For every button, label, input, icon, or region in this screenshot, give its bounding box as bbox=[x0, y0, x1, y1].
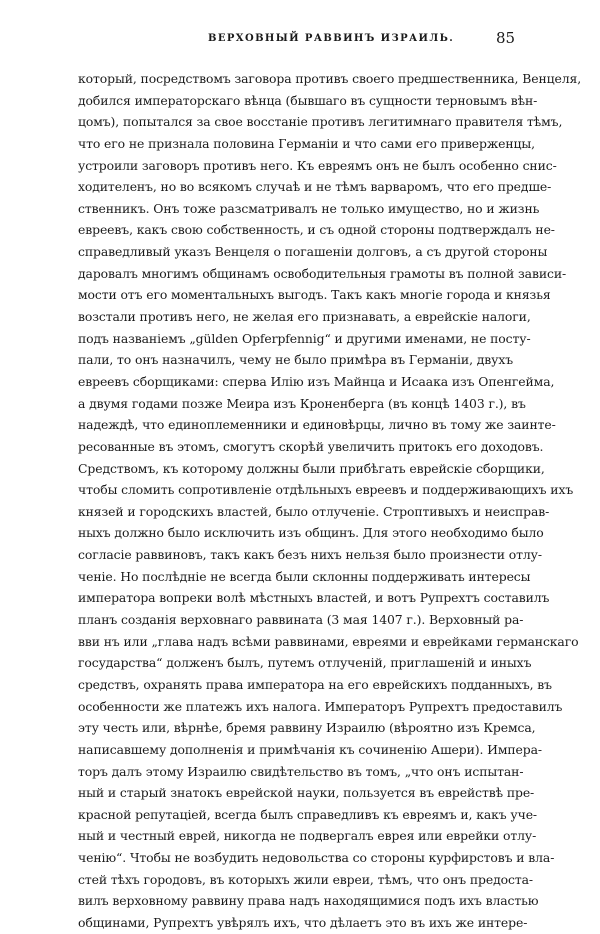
text-line: справедливый указъ Венцеля о погашеніи долговъ, а съ другой стороны bbox=[78, 244, 548, 260]
text-line: красной репутаціей, всегда былъ справедливъ къ евреямъ и, какъ уче- bbox=[78, 806, 538, 822]
running-head bbox=[0, 29, 600, 49]
text-line: устроили заговоръ противъ него. Къ евреямъ онъ не былъ особенно снис- bbox=[78, 157, 557, 173]
text-line: Средствомъ, къ которому должны были прибѣгать еврейскіе сборщики, bbox=[78, 460, 545, 476]
text-line: мости отъ его моментальныхъ выгодъ. Такъ какъ многіе города и князья bbox=[78, 287, 551, 303]
page-number: 85 bbox=[496, 29, 516, 47]
text-line: ходителенъ, но во всякомъ случаѣ и не тѣмъ варваромъ, что его предше- bbox=[78, 179, 552, 195]
text-line: надеждѣ, что единоплеменники и единовѣрцы, лично въ тому же заинте- bbox=[78, 417, 556, 433]
text-line: евреевъ, какъ свою собственность, и съ одной стороны подтверждалъ не- bbox=[78, 222, 555, 238]
text-line: ченію“. Чтобы не возбудить недовольства со стороны курфирстовъ и вла- bbox=[78, 850, 555, 866]
text-line: вви нъ или „глава надъ всѣми раввинами, евреями и еврейками германскаго bbox=[78, 633, 579, 649]
text-line: торъ далъ этому Израилю свидѣтельство въ томъ, „что онъ испытан- bbox=[78, 763, 524, 779]
text-line: планъ созданія верховнаго раввината (3 мая 1407 г.). Верховный ра- bbox=[78, 612, 524, 628]
text-line: что его не признала половина Германіи и что сами его приверженцы, bbox=[78, 135, 535, 151]
text-line: подъ названіемъ „gülden Opferpfennig“ и другими именами, не посту- bbox=[78, 330, 531, 346]
body-text bbox=[78, 68, 582, 934]
text-line: вилъ верховному раввину права надъ находящимися подъ ихъ властью bbox=[78, 893, 539, 909]
text-line: евреевъ сборщиками: сперва Илію изъ Майнца и Исаака изъ Опенгейма, bbox=[78, 373, 555, 389]
text-line: ный и честный еврей, никогда не подвергалъ еврея или еврейки отлу- bbox=[78, 828, 537, 844]
text-line: ственникъ. Онъ тоже разсматривалъ не только имущество, но и жизнь bbox=[78, 200, 540, 216]
text-line: общинами, Рупрехтъ увѣрялъ ихъ, что дѣлаетъ это въ ихъ же интере- bbox=[78, 914, 528, 930]
running-head-title: ВЕРХОВНЫЙ РАВВИНЪ ИЗРАИЛЬ. bbox=[208, 33, 455, 44]
text-line: ный и старый знатокъ еврейской науки, пользуется въ еврействѣ пре- bbox=[78, 785, 535, 801]
text-line: пали, то онъ назначилъ, чему не было примѣра въ Германіи, двухъ bbox=[78, 352, 514, 368]
text-line: князей и городскихъ властей, было отлученіе. Строптивыхъ и неисправ- bbox=[78, 503, 550, 519]
text-line: возстали противъ него, не желая его признавать, а еврейскіе налоги, bbox=[78, 309, 531, 325]
text-line: написавшему дополненія и примѣчанія къ сочиненію Ашери). Импера- bbox=[78, 741, 542, 757]
text-line: даровалъ многимъ общинамъ освободительныя грамоты въ полной зависи- bbox=[78, 265, 567, 281]
text-line: эту честь или, вѣрнѣе, бремя раввину Израилю (вѣроятно изъ Кремса, bbox=[78, 720, 536, 736]
text-line: ченіе. Но послѣдніе не всегда были склонны поддерживать интересы bbox=[78, 568, 531, 584]
text-line: ресованные въ этомъ, смогутъ скорѣй увеличить притокъ его доходовъ. bbox=[78, 438, 544, 454]
text-line: чтобы сломить сопротивленіе отдѣльныхъ евреевъ и поддерживающихъ ихъ bbox=[78, 482, 574, 498]
text-line: средствъ, охранять права императора на его еврейскихъ подданныхъ, въ bbox=[78, 676, 552, 692]
text-line: который, посредствомъ заговора противъ своего предшественника, Венцеля, bbox=[78, 71, 582, 86]
text-line: императора вопреки волѣ мѣстныхъ властей, и вотъ Рупрехтъ составилъ bbox=[78, 590, 550, 606]
text-line: а двумя годами позже Меира изъ Кроненберга (въ концѣ 1403 г.), въ bbox=[78, 395, 526, 411]
text-line: ныхъ должно было исключить изъ общинъ. Для этого необходимо было bbox=[78, 525, 544, 541]
text-line: особенности же платежъ ихъ налога. Императоръ Рупрехтъ предоставилъ bbox=[78, 698, 563, 714]
text-line: цомъ), попытался за свое восстаніе противъ легитимнаго правителя тѣмъ, bbox=[78, 114, 563, 130]
text-line: согласіе раввиновъ, такъ какъ безъ нихъ нельзя было произнести отлу- bbox=[78, 547, 542, 563]
text-line: стей тѣхъ городовъ, въ которыхъ жили евреи, тѣмъ, что онъ предоста- bbox=[78, 871, 533, 887]
text-line: добился императорскаго вѣнца (бывшаго въ сущности терновымъ вѣн- bbox=[78, 92, 538, 108]
text-line: государства“ долженъ былъ, путемъ отлученій, приглашеній и иныхъ bbox=[78, 655, 532, 671]
